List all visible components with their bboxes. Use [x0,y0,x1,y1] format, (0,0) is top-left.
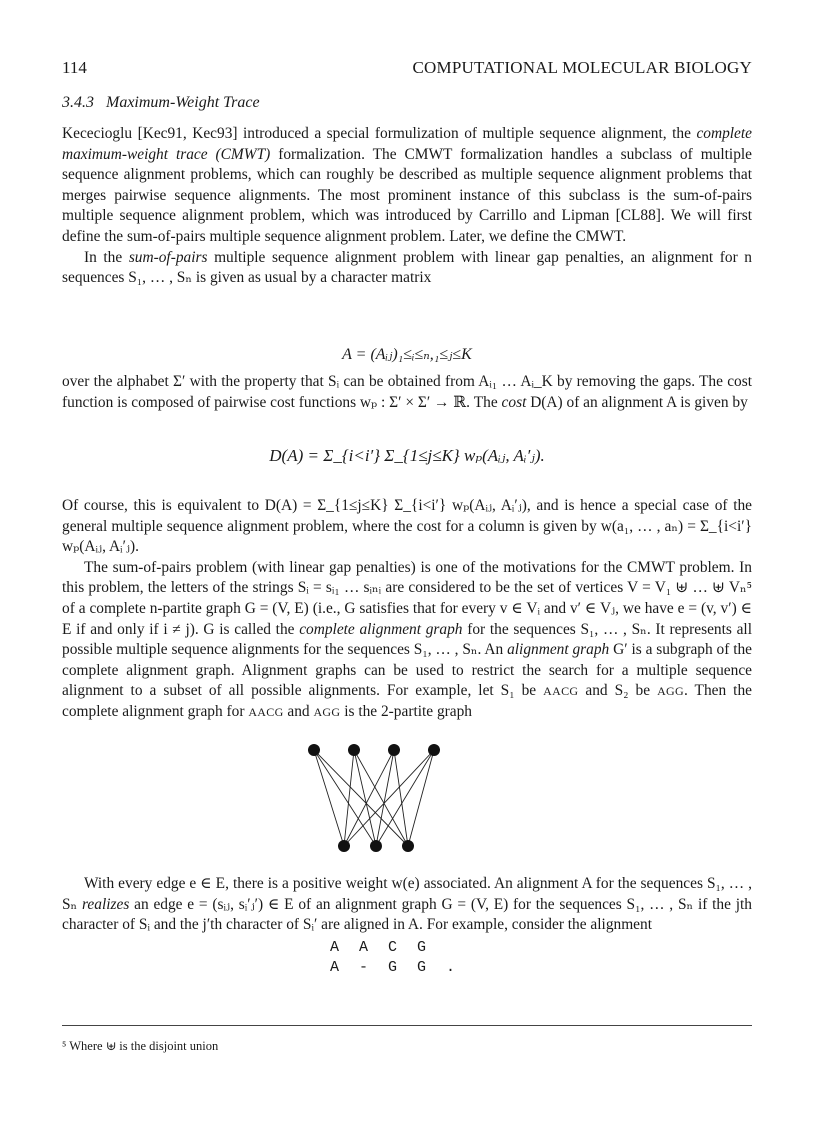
paragraph-5-text-a: The sum-of-pairs problem (with linear gap penalties) is one of the motivations for the CMWT problem. In this problem, the letters of the strings Sᵢ = sᵢ₁ … sᵢₙᵢ are considered to be the set of vertices V = V₁ ⊎ … ⊎ Vₙ⁵ of a complete n-partite graph G = (V, E) (i.e., G satisfies that for every v ∈ Vᵢ and v′ ∈ Vⱼ, we have e = (v, v′) ∈ E if and only if i ≠ j). G is called the [62,558,752,638]
paragraph-3 [62,372,752,413]
term-cost: cost [501,393,527,411]
paragraph-5-text-c: G′ is a subgraph of the complete alignment graph. Alignment graphs can be used to restrict the search for a multiple sequence alignment to a subset of all possible alignments. For example, let S₁ be [62,641,752,700]
page-number: 114 [62,58,87,77]
alignment-cell: - [359,959,369,976]
alignment-row-2 [330,958,490,978]
section-number: 3.4.3 [62,94,94,111]
term-realizes: realizes [82,895,130,913]
running-title: COMPUTATIONAL MOLECULAR BIOLOGY [412,58,752,77]
graph-vertex-bottom [338,840,350,852]
alignment-trailing-period: . [446,959,456,976]
sequence-s1: AACG [543,684,579,699]
term-complete-alignment-graph: complete alignment graph [299,620,463,638]
paragraph-1-text-b: formalization. The CMWT formalization handles a subclass of multiple sequence alignment problems, which can roughly be described as multiple sequence alignment problems that merges pairwise sequence alignments. The most prominent instance of this subclass is the sum-of-pairs multiple sequence alignment problem, which was introduced by Carrillo and Lipman [CL88]. We will first define the sum-of-pairs multiple sequence alignment problem. Later, we define the CMWT. [62,145,753,245]
paragraph-6-text-b: an edge e = (sᵢⱼ, sᵢ′ⱼ′) ∈ E of an alignment graph G = (V, E) for the sequences S₁, … , Sₙ if the jth character of Sᵢ and the j′th character of Sᵢ′ are aligned in A. For example, consider the alignment [62,895,752,934]
sequence-s2: AGG [657,684,684,699]
term-alignment-graph: alignment graph [507,641,610,659]
sequence-s1-ref: AACG [248,704,284,719]
paragraph-2 [62,248,752,289]
graph-vertex-bottom [402,840,414,852]
graph-edge [354,750,408,846]
equation-character-matrix: A = (Aᵢⱼ)₁≤ᵢ≤ₙ,₁≤ⱼ≤K [342,346,472,363]
sequence-s2-ref: AGG [313,704,341,719]
graph-edges [314,750,434,846]
graph-edge [314,750,408,846]
alignment-cell: G [417,959,427,976]
alignment-cell: C [388,939,398,956]
graph-vertex-top [308,744,320,756]
graph-edge [314,750,344,846]
paragraph-2-text-a: In the [84,248,129,266]
example-alignment [330,938,490,978]
body-block-3 [62,496,752,723]
body-block-2 [62,372,752,413]
graph-edge [394,750,408,846]
paragraph-5-text-g: is the 2-partite graph [340,702,473,720]
paragraph-1-text-a: Kececioglu [Kec91, Kec93] introduced a special formulization of multiple sequence alignment, the [62,125,697,142]
graph-edge [314,750,376,846]
equation-cost: D(A) = Σ_{i<i′} Σ_{1≤j≤K} wₚ(Aᵢⱼ, Aᵢ′ⱼ). [269,446,545,465]
graph-edge [344,750,394,846]
section-heading [62,94,260,112]
graph-vertex-top [348,744,360,756]
paragraph-6 [62,874,752,936]
paragraph-5-text-d: and S₂ be [578,682,658,700]
paragraph-5-text-b: for the sequences S₁, … , Sₙ. It represents all possible multiple sequence alignments for the sequences S₁, … , Sₙ. An [62,620,752,659]
alignment-cell: G [417,939,427,956]
graph-vertex-top [428,744,440,756]
term-cmwt: complete maximum-weight trace (CMWT) [62,125,752,163]
graph-vertex-top [388,744,400,756]
alignment-cell: A [330,939,340,956]
graph-vertex-bottom [370,840,382,852]
bipartite-graph-figure [300,740,440,856]
paragraph-4: Of course, this is equivalent to D(A) = Σ_{1≤j≤K} Σ_{i<i′} wₚ(Aᵢⱼ, Aᵢ′ⱼ), and is hence a special case of the general multiple sequence alignment problem, where the cost for a column is given by w(a₁, … , aₙ) = Σ_{i<i′} wₚ(Aᵢⱼ, Aᵢ′ⱼ). [62,497,752,556]
alignment-row-1 [330,938,490,958]
body-block-4 [62,874,752,936]
footnote: ⁵ Where ⊎ is the disjoint union [62,1039,219,1053]
paragraph-6-text-a: With every edge e ∈ E, there is a positive weight w(e) associated. An alignment A for the sequences S₁, … , Sₙ [62,875,752,913]
term-sum-of-pairs: sum-of-pairs [128,248,208,266]
alignment-cell: G [388,959,398,976]
alignment-cell: A [359,939,369,956]
alignment-cell: A [330,959,340,976]
paragraph-5 [62,558,752,723]
paragraph-1 [62,124,752,248]
footnote-divider [62,1025,752,1026]
body-block-1 [62,124,752,289]
page-header [62,58,752,80]
paragraph-3-text-b: D(A) of an alignment A is given by [526,393,748,411]
paragraph-5-text-e: . Then the complete alignment graph for [62,682,752,720]
paragraph-3-text-a: over the alphabet Σ′ with the property that Sᵢ can be obtained from Aᵢ₁ … Aᵢ_K by removing the gaps. The cost function is composed of pairwise cost functions wₚ : Σ′ × Σ′ → ℝ. The [62,373,752,411]
section-title: Maximum-Weight Trace [106,94,260,111]
paragraph-2-text-b: multiple sequence alignment problem with linear gap penalties, an alignment for n sequences S₁, … , Sₙ is given as usual by a character matrix [62,248,752,287]
paragraph-5-text-f: and [283,702,314,720]
